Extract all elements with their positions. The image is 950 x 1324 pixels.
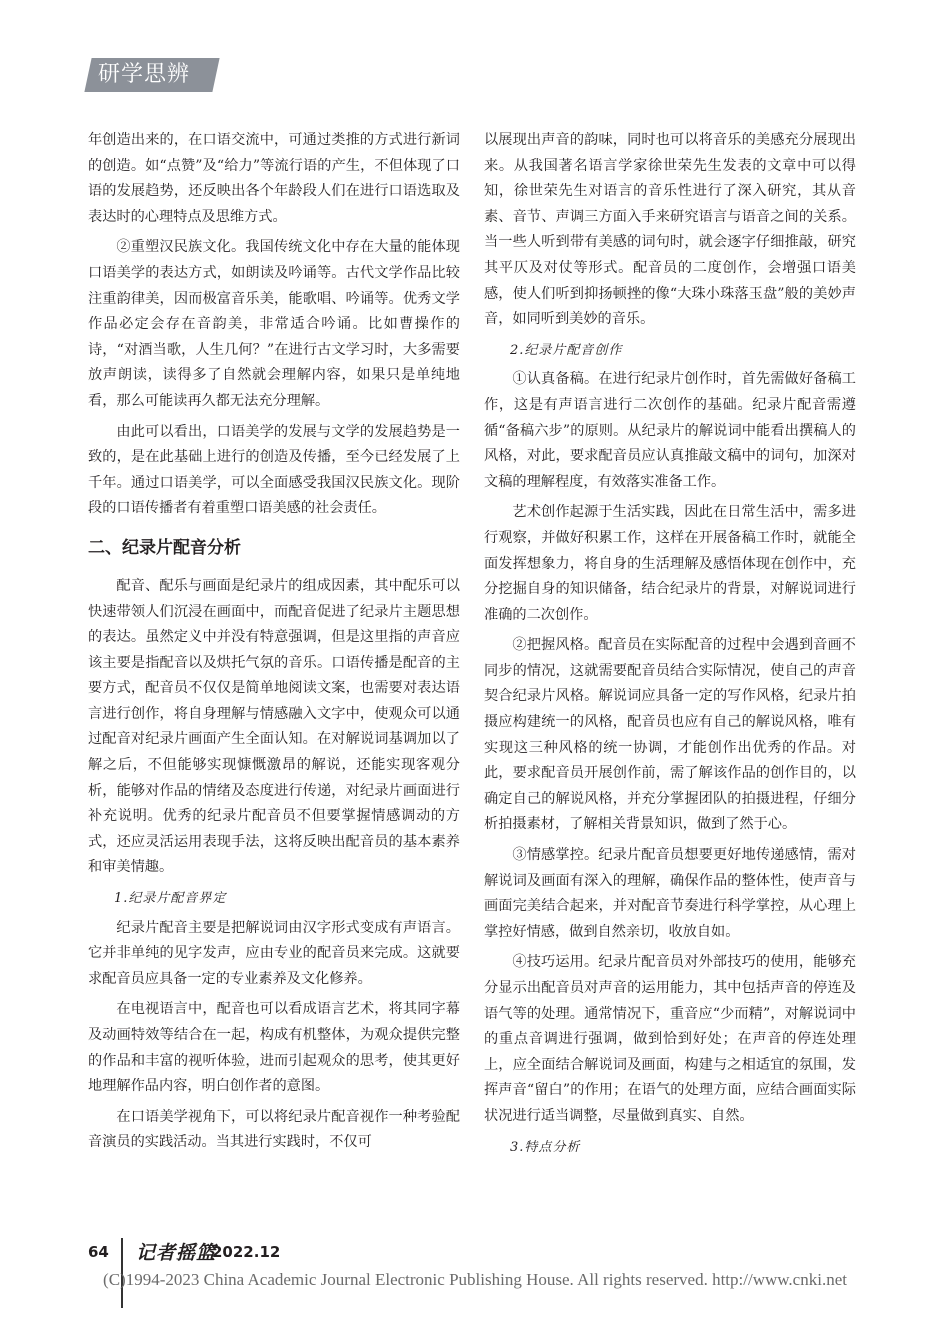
paragraph: 在口语美学视角下，可以将纪录片配音视作一种考验配音演员的实践活动。当其进行实践时，不仅可 — [88, 1108, 460, 1151]
subsection-heading: 3.特点分析 — [510, 1139, 581, 1155]
section-heading: 二、纪录片配音分析 — [88, 537, 241, 558]
paragraph: 年创造出来的，在口语交流中，可通过类推的方式进行新词的创造。如“点赞”及“给力”等流行语的产生，不但体现了口语的发展趋势，还反映出各个年龄段人们在进行口语选取及表达时的心理特点及思维方式。 — [88, 132, 460, 225]
paragraph: ③情感掌控。纪录片配音员想要更好地传递感情，需对解说词及画面有深入的理解，确保作品的整体性，使声音与画面完美结合起来，并对配音节奏进行科学掌控，从心理上掌控好情感，做到自然亲切，收放自如。 — [484, 847, 856, 940]
paragraph: 配音、配乐与画面是纪录片的组成因素，其中配乐可以快速带领人们沉浸在画面中，而配音促进了纪录片主题思想的表达。虽然定义中并没有特意强调，但是这里指的声音应该主要是指配音以及烘托气氛的音乐。口语传播是配音的主要方式，配音员不仅仅是简单地阅读文案，也需要对表达语言进行创作，将自身理解与情感融入文字中，使观众可以通过配音对纪录片画面产生全面认知。在对解说词基调加以了解之后，不但能够实现慷慨激昂的解说，还能实现客观分析，能够对作品的情绪及态度进行传递，对纪录片画面进行补充说明。优秀的纪录片配音员不但要掌握情感调动的方式，还应灵活运用表现手法，这将反映出配音员的基本素养和审美情趣。 — [88, 577, 460, 876]
paragraph: 艺术创作起源于生活实践，因此在日常生活中，需多进行观察，并做好积累工作，这样在开展备稿工作时，就能全面发挥想象力，将自身的生活理解及感悟体现在创作中，充分挖掘自身的知识储备，结合纪录片的背景，对解说词进行准确的二次创作。 — [484, 504, 856, 623]
magazine-logo: 记者摇篮 — [136, 1242, 217, 1264]
paragraph: 在电视语言中，配音也可以看成语言艺术，将其同字幕及动画特效等结合在一起，构成有机整体，为观众提供完整的作品和丰富的视听体验，进而引起观众的思考，使其更好地理解作品内容，明白创作者的意图。 — [88, 1001, 460, 1095]
paragraph: 以展现出声音的韵味，同时也可以将音乐的美感充分展现出来。从我国著名语言学家徐世荣先生发表的文章中可以得知，徐世荣先生对语言的音乐性进行了深入研究，其从音素、音节、声调三方面入手来研究语言与语音之间的关系。当一些人听到带有美感的词句时，就会逐字仔细推敲，研究其平仄及对仗等形式。配音员的二度创作，会增强口语美感，使人们听到抑扬顿挫的像“大珠小珠落玉盘”般的美妙声音，如同听到美妙的音乐。 — [484, 132, 856, 328]
page-number: 64 — [88, 1243, 109, 1261]
section-title: 研学思辨 — [98, 62, 191, 87]
issue-number: 2022.12 — [212, 1243, 281, 1261]
paragraph: 纪录片配音主要是把解说词由汉字形式变成有声语言。它并非单纯的见字发声，应由专业的配音员来完成。这就要求配音员应具备一定的专业素养及文化修养。 — [88, 919, 460, 987]
paragraph: ②重塑汉民族文化。我国传统文化中存在大量的能体现口语美学的表达方式，如朗读及吟诵等。古代文学作品比较注重韵律美，因而极富音乐美，能歌唱、吟诵等。优秀文学作品必定会存在音韵美，非常适合吟诵。比如曹操作的诗，“对酒当歌，人生几何？”在进行古文学习时，大多需要放声朗读，读得多了自然就会理解内容，如果只是单纯地看，那么可能读再久都无法充分理解。 — [88, 239, 460, 409]
paragraph: ②把握风格。配音员在实际配音的过程中会遇到音画不同步的情况，这就需要配音员结合实际情况，使自己的声音契合纪录片风格。解说词应具备一定的写作风格，纪录片拍摄应构建统一的风格，配音员也应有自己的解说风格，唯有实现这三种风格的统一协调，才能创作出优秀的作品。对此，要求配音员开展创作前，需了解该作品的创作目的，以确定自己的解说风格，并充分掌握团队的拍摄进程，仔细分析拍摄素材，了解相关背景知识，做到了然于心。 — [484, 637, 856, 833]
subsection-heading: 1.纪录片配音界定 — [114, 891, 227, 907]
paragraph: 由此可以看出，口语美学的发展与文学的发展趋势是一致的，是在此基础上进行的创造及传播，至今已经发展了上千年。通过口语美学，可以全面感受我国汉民族文化。现阶段的口语传播者有着重塑口语美感的社会责任。 — [88, 423, 460, 517]
subsection-heading: 2.纪录片配音创作 — [510, 342, 623, 358]
paragraph: ④技巧运用。纪录片配音员对外部技巧的使用，能够充分显示出配音员对声音的运用能力，其中包括声音的停连及语气等的处理。通常情况下，重音应“少而精”，对解说词中的重点音调进行强调，做到恰到好处；在声音的停连处理上，应全面结合解说词及画面，构建与之相适宜的氛围，发挥声音“留白”的作用；在语气的处理方面，应结合画面实际状况进行适当调整，尽量做到真实、自然。 — [484, 954, 856, 1124]
left-column — [88, 128, 460, 1161]
right-column — [484, 128, 856, 1164]
copyright-notice: (C)1994-2023 China Academic Journal Electronic Publishing House. All rights reserved. http://www.cnki.net — [103, 1270, 847, 1289]
paragraph: ①认真备稿。在进行纪录片创作时，首先需做好备稿工作，这是有声语言进行二次创作的基础。纪录片配音需遵循“备稿六步”的原则。从纪录片的解说词中能看出撰稿人的风格，对此，要求配音员应认真推敲文稿中的词句，加深对文稿的理解程度，有效落实准备工作。 — [484, 371, 856, 490]
